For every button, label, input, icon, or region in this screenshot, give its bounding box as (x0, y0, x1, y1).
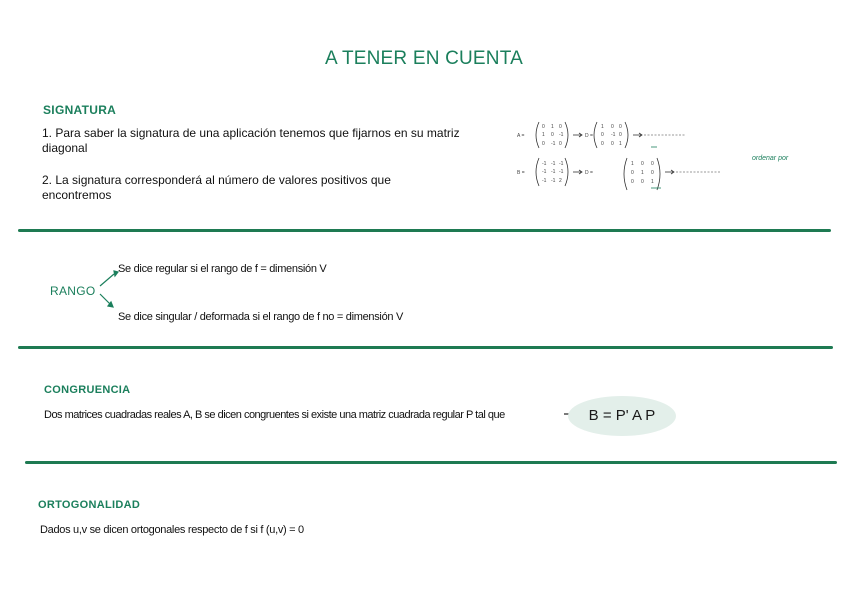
svg-text:B =: B = (517, 170, 525, 176)
congruence-formula: B = P' A P (568, 396, 676, 436)
svg-text:0: 0 (651, 161, 654, 167)
svg-text:1: 1 (631, 161, 634, 167)
svg-text:-1: -1 (542, 169, 547, 175)
svg-text:2: 2 (559, 178, 562, 184)
svg-text:A =: A = (517, 133, 525, 139)
svg-text:D =: D = (585, 170, 593, 176)
ortogonalidad-heading: ORTOGONALIDAD (38, 499, 141, 511)
svg-text:1: 1 (641, 170, 644, 176)
svg-text:0: 0 (559, 141, 562, 147)
congruencia-text: Dos matrices cuadradas reales A, B se dicen congruentes si existe una matriz cuadrada regular P tal que (44, 409, 505, 421)
svg-text:0: 0 (542, 141, 545, 147)
svg-text:-1: -1 (542, 161, 547, 167)
svg-text:D =: D = (585, 133, 593, 139)
svg-text:0: 0 (619, 124, 622, 130)
svg-text:0: 0 (631, 170, 634, 176)
svg-text:-1: -1 (551, 178, 556, 184)
svg-text:0: 0 (551, 132, 554, 138)
svg-text:0: 0 (559, 124, 562, 130)
signatura-point-1: 1. Para saber la signatura de una aplicación tenemos que fijarnos en su matriz diagonal (42, 126, 460, 155)
svg-text:0: 0 (641, 161, 644, 167)
svg-text:1: 1 (651, 179, 654, 185)
side-note: ordenar por (752, 155, 789, 162)
signatura-heading: SIGNATURA (43, 103, 117, 117)
svg-text:0: 0 (611, 124, 614, 130)
rango-heading: RANGO (50, 284, 96, 298)
svg-text:1: 1 (619, 141, 622, 147)
rango-singular: Se dice singular / deformada si el rango de f no = dimensión V (118, 311, 403, 323)
divider-1 (18, 229, 831, 232)
svg-text:0: 0 (601, 132, 604, 138)
congruencia-heading: CONGRUENCIA (44, 384, 131, 396)
svg-text:0: 0 (542, 124, 545, 130)
svg-text:-1: -1 (551, 161, 556, 167)
svg-text:-1: -1 (559, 169, 564, 175)
branch-arrows-icon (96, 268, 120, 310)
svg-text:0: 0 (611, 141, 614, 147)
handwritten-matrices-figure (515, 118, 740, 196)
svg-text:0: 0 (619, 132, 622, 138)
svg-text:0: 0 (641, 179, 644, 185)
svg-text:1: 1 (551, 124, 554, 130)
svg-text:-1: -1 (551, 169, 556, 175)
svg-text:1: 1 (601, 124, 604, 130)
divider-3 (25, 461, 837, 464)
svg-text:-1: -1 (559, 132, 564, 138)
svg-text:-1: -1 (611, 132, 616, 138)
page-title: A TENER EN CUENTA (324, 48, 523, 69)
svg-text:0: 0 (601, 141, 604, 147)
ortogonalidad-text: Dados u,v se dicen ortogonales respecto de f si f (u,v) = 0 (40, 524, 304, 536)
svg-text:-1: -1 (551, 141, 556, 147)
svg-text:1: 1 (542, 132, 545, 138)
signatura-point-2: 2. La signatura corresponderá al número de valores positivos que encontremos (42, 173, 391, 202)
rango-regular: Se dice regular si el rango de f = dimensión V (118, 263, 327, 275)
svg-text:0: 0 (651, 170, 654, 176)
svg-text:0: 0 (631, 179, 634, 185)
svg-text:-1: -1 (559, 161, 564, 167)
svg-text:-1: -1 (542, 178, 547, 184)
divider-2 (18, 346, 833, 349)
